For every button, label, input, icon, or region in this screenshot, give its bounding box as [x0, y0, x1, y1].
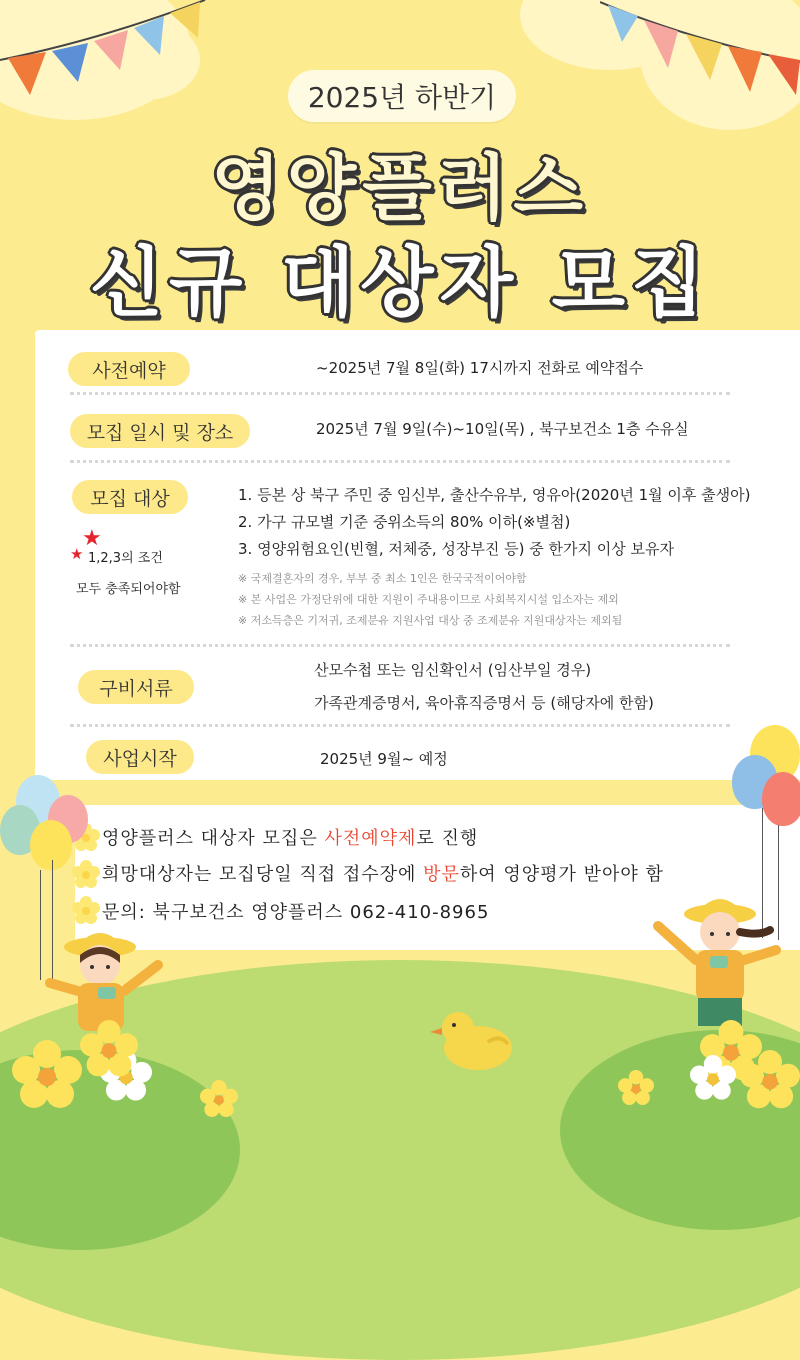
reservation-label — [68, 352, 190, 386]
chick-illustration — [428, 1004, 518, 1074]
divider — [70, 392, 730, 395]
flower-icon — [618, 1070, 654, 1106]
notice-line-1 — [102, 824, 478, 850]
reservation-text: ~2025년 7월 8일(화) 17시까지 전화로 예약접수 — [316, 359, 644, 377]
target-note-2: ※ 본 사업은 가정단위에 대한 지원이 주내용이므로 사회복지시설 입소자는 제외 — [238, 593, 619, 606]
condition-line1: 1,2,3의 조건 — [88, 551, 163, 566]
documents-item-1: 산모수첩 또는 임신확인서 (임산부일 경우) — [314, 661, 592, 679]
bunting-flags-left — [0, 0, 210, 110]
bunting-flags-right — [600, 0, 800, 110]
child-illustration — [650, 890, 790, 1040]
start-label-text: 사업시작 — [103, 747, 177, 770]
target-item-1: 1. 등본 상 북구 주민 중 임신부, 출산수유부, 영유아(2020년 1월 이후 출생아) — [238, 486, 751, 504]
page-title-line1: 영양플러스 — [211, 146, 589, 230]
flower-icon — [72, 896, 100, 924]
divider — [70, 724, 730, 727]
documents-item-2: 가족관계증명서, 육아휴직증명서 등 (해당자에 한함) — [314, 694, 654, 712]
notice-line-2 — [102, 860, 664, 886]
target-note-1: ※ 국제결혼자의 경우, 부부 중 최소 1인은 한국국적이어야함 — [238, 572, 527, 585]
flower-icon — [72, 860, 100, 888]
flower-icon — [12, 1040, 82, 1110]
flower-icon — [200, 1080, 238, 1118]
divider — [70, 460, 730, 463]
condition-line2: 모두 충족되어야함 — [76, 582, 181, 597]
target-label — [72, 480, 188, 514]
notice-line-1-post: 로 진행 — [416, 828, 479, 849]
divider — [70, 644, 730, 647]
contact-line: 문의: 북구보건소 영양플러스 062-410-8965 — [102, 902, 490, 923]
star-icon: ★ — [82, 526, 102, 551]
datetime-label-text: 모집 일시 및 장소 — [86, 421, 234, 444]
notice-line-1-pre: 영양플러스 대상자 모집은 — [102, 828, 325, 849]
target-item-2: 2. 가구 규모별 기준 중위소득의 80% 이하(※별첨) — [238, 513, 571, 531]
target-note-3: ※ 저소득층은 기저귀, 조제분유 지원사업 대상 중 조제분유 지원대상자는 제외됨 — [238, 614, 623, 627]
documents-label — [78, 670, 194, 704]
balloon — [762, 772, 800, 826]
period-badge — [288, 70, 516, 122]
notice-line-1-highlight: 사전예약제 — [324, 828, 417, 849]
start-label — [86, 740, 194, 774]
target-item-3: 3. 영양위험요인(빈혈, 저체중, 성장부진 등) 중 한가지 이상 보유자 — [238, 540, 674, 558]
notice-line-2-highlight: 방문 — [423, 864, 460, 885]
datetime-label — [70, 414, 250, 448]
target-label-text: 모집 대상 — [90, 487, 170, 510]
flower-icon — [690, 1055, 736, 1101]
documents-label-text: 구비서류 — [99, 677, 173, 700]
period-text: 2025년 하반기 — [307, 81, 497, 114]
notice-line-2-pre: 희망대상자는 모집당일 직접 접수장에 — [102, 864, 424, 885]
page-title-line2: 신규 대상자 모집 — [89, 238, 711, 327]
balloon — [30, 820, 72, 870]
datetime-text: 2025년 7월 9일(수)~10일(목) , 북구보건소 1층 수유실 — [316, 420, 689, 438]
star-icon: ★ — [70, 545, 84, 563]
start-text: 2025년 9월~ 예정 — [320, 750, 448, 768]
notice-line-2-post: 하여 영양평가 받아야 함 — [459, 864, 664, 885]
flower-icon — [80, 1020, 138, 1078]
reservation-label-text: 사전예약 — [92, 359, 166, 382]
flower-icon — [740, 1050, 800, 1110]
